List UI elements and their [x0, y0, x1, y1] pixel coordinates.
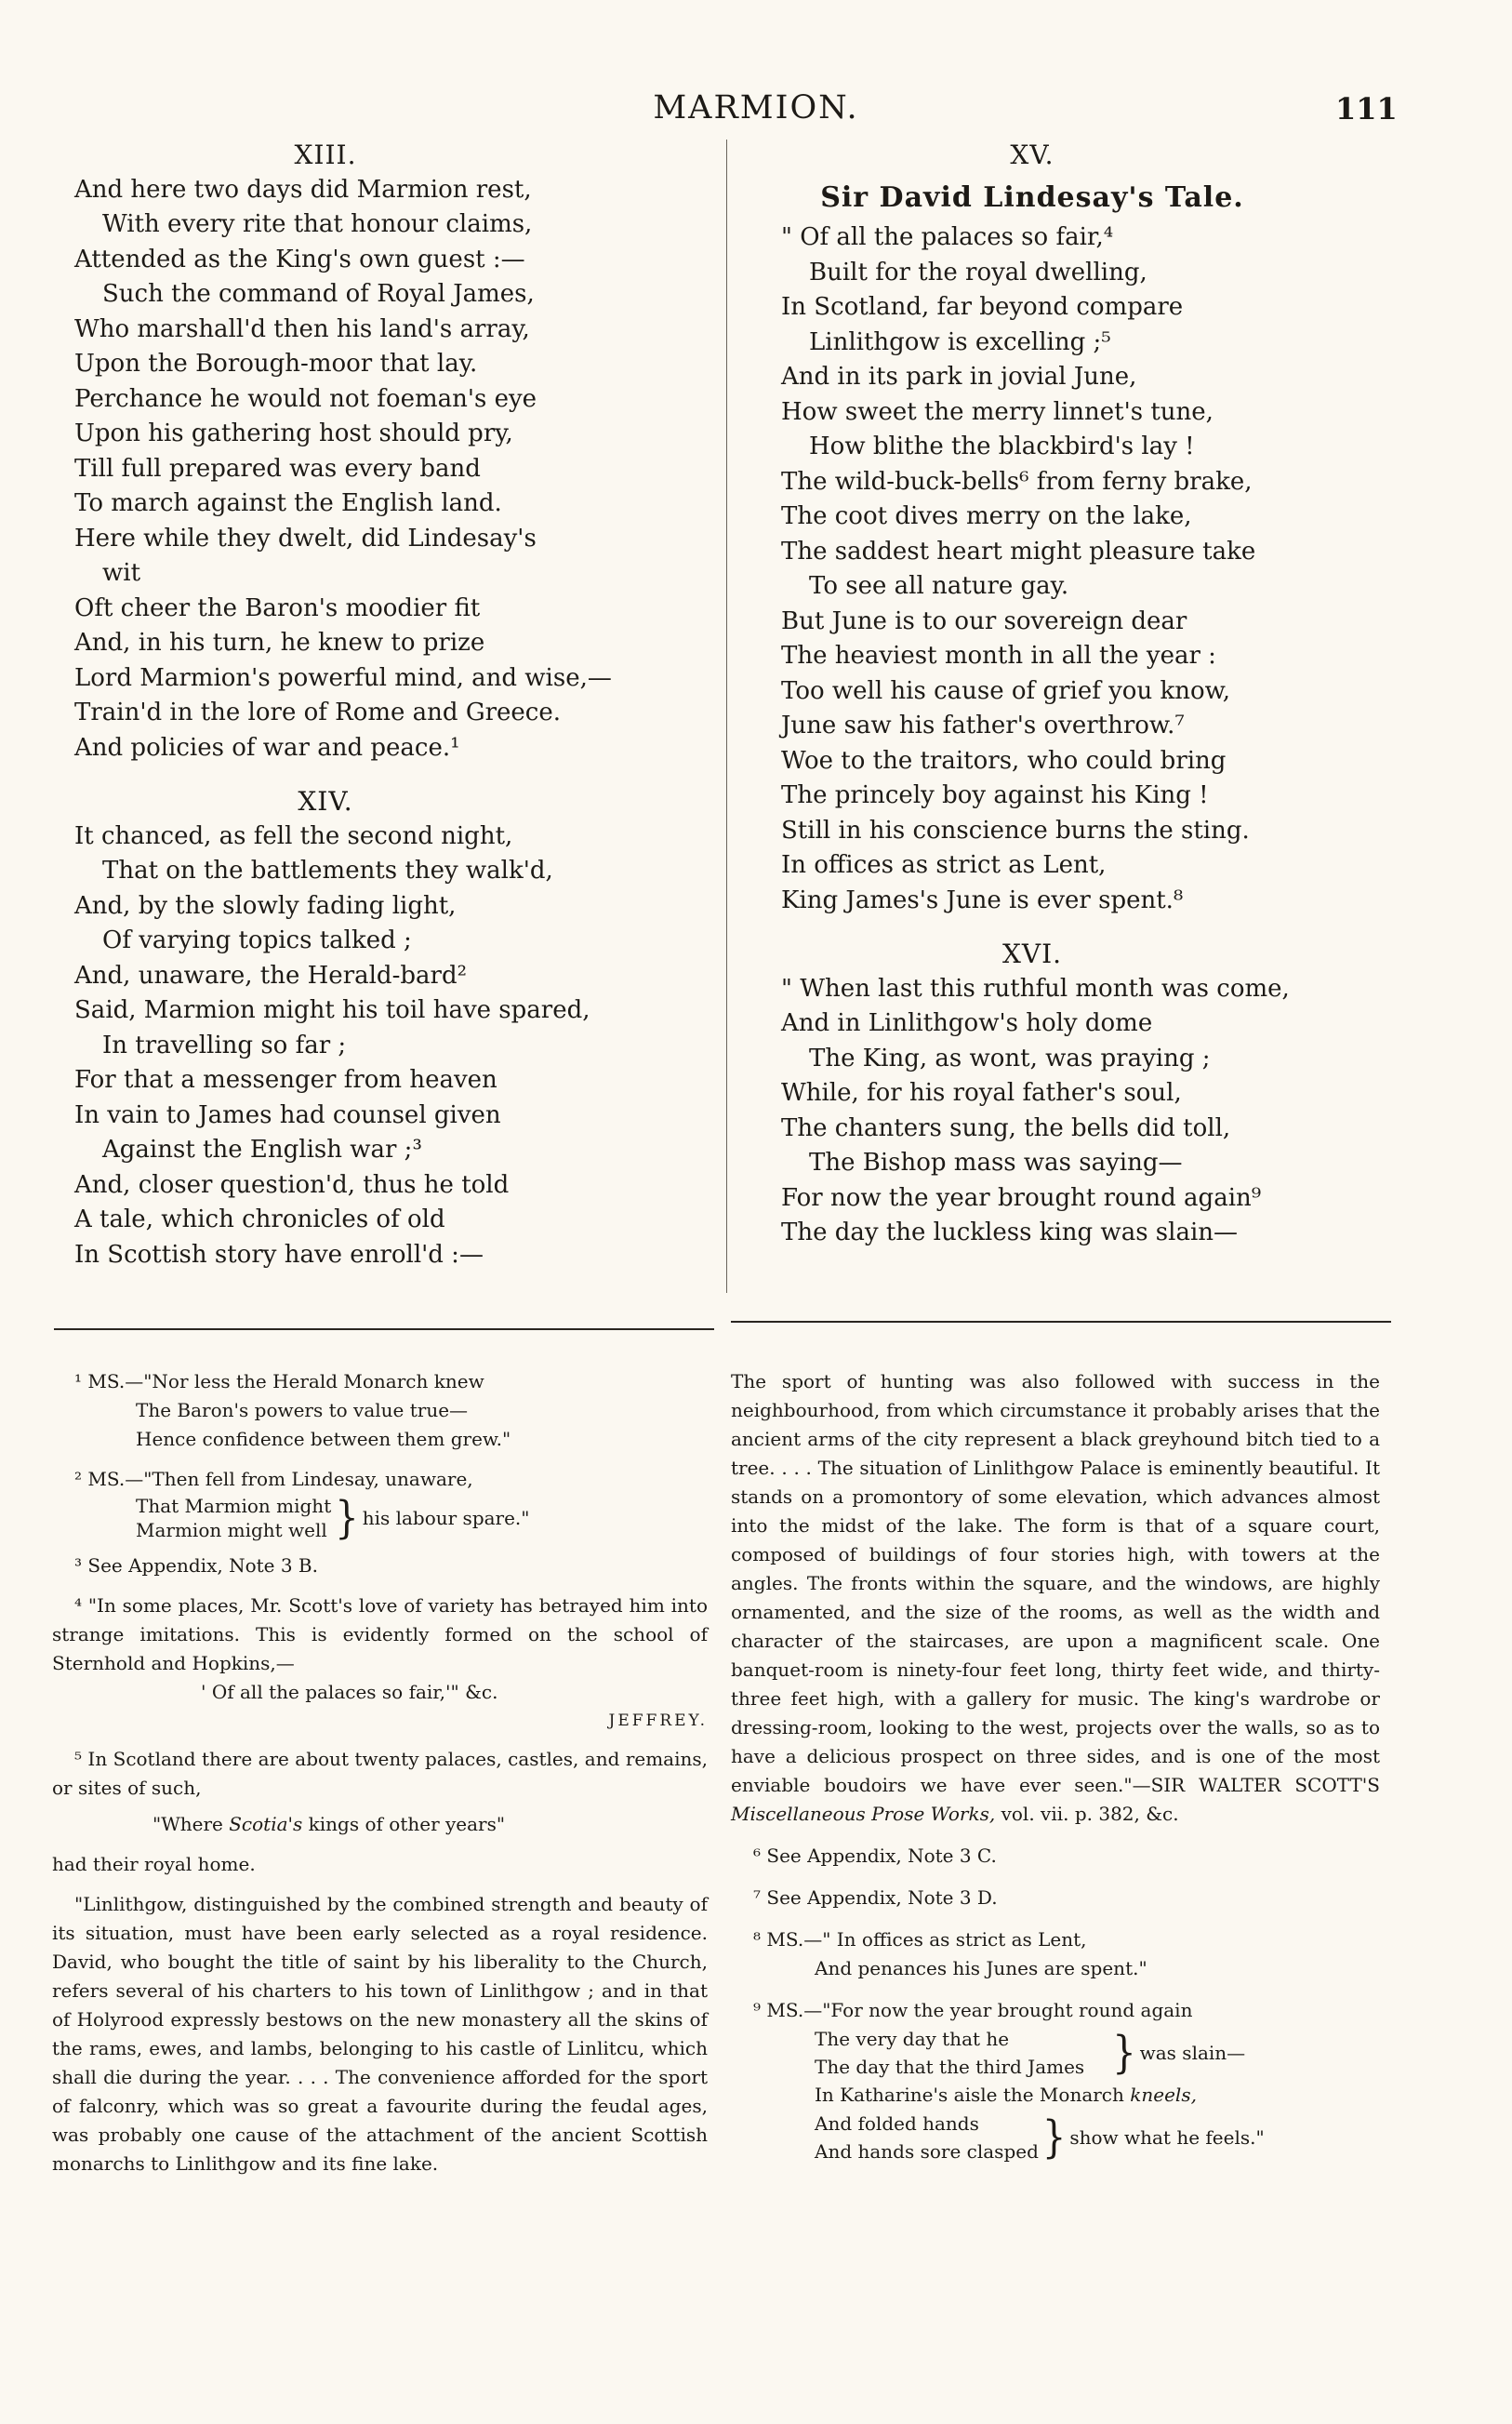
poem-line: Such the command of Royal James, — [102, 280, 535, 308]
footnote-8 — [731, 1925, 1380, 1954]
stanza-xiii-lines — [74, 173, 716, 766]
poem-line: And policies of war and peace.¹ — [74, 733, 460, 762]
poem-line: wit — [102, 559, 141, 587]
poem-line: The Bishop mass was saying— — [809, 1149, 1183, 1177]
footnote-4: ⁴ "In some places, Mr. Scott's love of variety has betrayed him into strange imitations. This is evidently formed on the school of Sternhold and Hopkins,— — [52, 1594, 708, 1674]
stanza-number-xiv: XIV. — [298, 786, 353, 817]
footnotes-right — [731, 1367, 1380, 2165]
poem-line: Against the English war ;³ — [102, 1136, 422, 1164]
poem-line: Said, Marmion might his toil have spared, — [74, 996, 590, 1024]
footnote-2-variant-b: Marmion might well — [136, 1519, 327, 1541]
footnote-4-attribution: JEFFREY. — [608, 1711, 708, 1730]
poem-line: For now the year brought round again⁹ — [781, 1183, 1262, 1212]
poem-line: The wild-buck-bells⁶ from ferny brake, — [781, 467, 1253, 496]
stanza-number-xv: XV. — [1010, 140, 1054, 170]
poem-line: " Of all the palaces so fair,⁴ — [781, 223, 1114, 251]
right-poem-column — [781, 138, 1451, 1251]
left-poem-column — [74, 138, 716, 1272]
poem-line: Upon the Borough-moor that lay. — [74, 350, 478, 378]
footnote-5-paragraph: "Linlithgow, distinguished by the combined strength and beauty of its situation, must have been early selected as a royal residence. David, who bought the title of saint by his liberality to the Church, refers several of his charters to his town of Linlithgow ; and in that of Holyrood expressly bestows on the new monastery all the skins of the rams, ewes, and lambs, belonging to his castle of Linlitcu, which shall die during the year. . . . The convenience afforded for the sport of falconry, which was so great a favourite during the feudal ages, was probably one cause of the attachment of the ancient Scottish monarchs to Linlithgow and its fine lake. — [52, 1893, 708, 2175]
poem-line: But June is to our sovereign dear — [781, 606, 1187, 635]
poem-line: Perchance he would not foeman's eye — [74, 384, 537, 413]
footnote-9-brace-group-2 — [731, 2110, 1380, 2165]
footnote-9-brace-text-1: was slain— — [1139, 2041, 1246, 2064]
footnote-1-line-b: The Baron's powers to value true— — [136, 1399, 469, 1421]
footnote-8-label: ⁸ MS.— — [753, 1928, 823, 1951]
poem-line: Woe to the traitors, who could bring — [781, 746, 1227, 775]
poem-line: In offices as strict as Lent, — [781, 851, 1107, 879]
poem-line: How sweet the merry linnet's tune, — [781, 397, 1214, 426]
footnote-8-line-b: And penances his Junes are spent." — [815, 1957, 1147, 1979]
poem-line: Too well his cause of grief you know, — [781, 676, 1231, 705]
poem-line: " When last this ruthful month was come, — [781, 974, 1290, 1003]
poem-line: It chanced, as fell the second night, — [74, 821, 513, 850]
poem-line: And in its park in jovial June, — [781, 363, 1137, 391]
poem-line: The saddest heart might pleasure take — [781, 537, 1256, 566]
footnote-5-quote — [52, 1810, 708, 1839]
footnote-9-variant-b: The day that the third James — [815, 2056, 1085, 2078]
footnote-2 — [52, 1465, 708, 1494]
brace-glyph: } — [335, 1492, 359, 1544]
poem-line: Oft cheer the Baron's moodier fit — [74, 593, 481, 622]
stanza-xv-lines — [781, 220, 1451, 918]
stanza-xvi-lines — [781, 972, 1451, 1251]
poem-line: King James's June is ever spent.⁸ — [781, 886, 1184, 914]
poem-line: Here while they dwelt, did Lindesay's — [74, 524, 537, 553]
footnote-1-line-a: "Nor less the Herald Monarch knew — [143, 1370, 484, 1392]
poem-line: And in Linlithgow's holy dome — [781, 1009, 1153, 1037]
footnote-5-after: had their royal home. — [52, 1853, 256, 1875]
footnote-2-brace-text: his labour spare." — [362, 1506, 530, 1529]
footnote-2-label: ² MS.— — [74, 1468, 144, 1490]
footnote-1-line-c: Hence confidence between them grew." — [136, 1428, 511, 1450]
poem-line: That on the battlements they walk'd, — [102, 857, 553, 885]
footnote-9-line-c-text: In Katharine's aisle the Monarch — [815, 2084, 1131, 2106]
poem-line: In Scotland, far beyond compare — [781, 293, 1184, 321]
footnote-6: ⁶ See Appendix, Note 3 C. — [753, 1845, 997, 1867]
footnote-8-line-a: " In offices as strict as Lent, — [822, 1928, 1087, 1951]
footnote-9-variant-c: And folded hands — [815, 2112, 979, 2135]
footnote-9-line-c — [731, 2081, 1380, 2110]
stanza-number-xvi: XVI. — [1001, 939, 1063, 969]
footnote-5-attribution-title: Miscellaneous Prose Works, — [731, 1803, 996, 1825]
poem-line: Till full prepared was every band — [74, 454, 481, 483]
footnote-rule-right — [731, 1321, 1391, 1323]
footnote-3: ³ See Appendix, Note 3 B. — [74, 1554, 318, 1577]
poem-line: In vain to James had counsel given — [74, 1100, 501, 1129]
poem-line: The chanters sung, the bells did toll, — [781, 1113, 1231, 1142]
footnote-9 — [731, 1996, 1380, 2025]
poem-line: In Scottish story have enroll'd :— — [74, 1240, 484, 1269]
footnote-9-brace-text-2: show what he feels." — [1069, 2125, 1265, 2149]
poem-line: In travelling so far ; — [102, 1031, 347, 1059]
poem-line: The day the luckless king was slain— — [781, 1219, 1239, 1246]
footnote-2-variant-a: That Marmion might — [136, 1495, 332, 1517]
poem-line: With every rite that honour claims, — [102, 210, 533, 238]
footnote-9-line-c-italic: kneels, — [1130, 2084, 1197, 2106]
footnote-1-label: ¹ MS.— — [74, 1370, 144, 1392]
column-divider — [726, 140, 727, 1293]
footnote-5-continued-text: The sport of hunting was also followed with success in the neighbourhood, from which circumstance it probably arises that the ancient arms of the city represent a black greyhound bitch tied to a tree. . . . The situation of Linlithgow Palace is eminently beautiful. It stands on a promontory of some elevation, which advances almost into the midst of the lake. The form is that of a square court, composed of buildings of four stories high, with towers at the angles. The fronts within the square, and the windows, are highly ornamented, and the size of the rooms, as well as the width and character of the staircases, are upon a magnificent scale. One banquet-room is ninety-four feet long, thirty feet wide, and thirty-three feet high, with a gallery for music. The king's wardrobe or dressing-room, looking to the west, projects over the walls, so as to have a delicious prospect on three sides, and is one of the most enviable boudoirs we have ever seen."— — [731, 1370, 1380, 1796]
poem-line: The heaviest month in all the year : — [781, 642, 1216, 670]
poem-line: And here two days did Marmion rest, — [74, 175, 532, 204]
footnote-9-variant-d: And hands sore clasped — [815, 2140, 1039, 2163]
poem-line: While, for his royal father's soul, — [781, 1079, 1182, 1107]
poem-line: And, by the slowly fading light, — [74, 891, 457, 920]
poem-line: Linlithgow is excelling ;⁵ — [809, 327, 1111, 356]
poem-line: To march against the English land. — [74, 489, 502, 517]
footnote-2-line-a: "Then fell from Lindesay, unaware, — [143, 1468, 473, 1490]
brace-glyph: } — [1112, 2027, 1136, 2079]
tale-title: Sir David Lindesay's Tale. — [820, 180, 1244, 214]
footnote-5-quote-a: "Where — [153, 1813, 230, 1835]
stanza-number-xiii: XIII. — [294, 140, 357, 170]
poem-line: To see all nature gay. — [809, 572, 1069, 600]
stanza-xiv-lines — [74, 819, 716, 1273]
page-number: 111 — [1335, 91, 1398, 127]
footnote-5-quote-italic: Scotia's — [229, 1813, 303, 1835]
poem-line: Upon his gathering host should pry, — [74, 420, 513, 447]
footnote-9-label: ⁹ MS.— — [753, 1999, 823, 2021]
poem-line: Of varying topics talked ; — [102, 926, 412, 954]
poem-line: How blithe the blackbird's lay ! — [809, 433, 1195, 460]
footnote-5: ⁵ In Scotland there are about twenty palaces, castles, and remains, or sites of such, — [52, 1748, 708, 1799]
poem-line: Who marshall'd then his land's array, — [74, 314, 530, 343]
footnote-7: ⁷ See Appendix, Note 3 D. — [753, 1886, 998, 1909]
footnote-5-attribution: SIR WALTER SCOTT'S — [1150, 1774, 1380, 1796]
running-title: MARMION. — [653, 89, 859, 127]
footnote-5-attribution-end: vol. vii. p. 382, &c. — [995, 1803, 1179, 1825]
poem-line: The King, as wont, was praying ; — [809, 1044, 1211, 1072]
poem-line: The princely boy against his King ! — [781, 781, 1209, 809]
footnote-5-continued — [731, 1367, 1380, 1829]
poem-line: A tale, which chronicles of old — [74, 1205, 445, 1233]
footnote-9-brace-group-1 — [731, 2025, 1380, 2081]
poem-line: And, closer question'd, thus he told — [74, 1170, 510, 1199]
brace-glyph: } — [1041, 2111, 1067, 2164]
poem-line: And, unaware, the Herald-bard² — [74, 961, 468, 990]
poem-line: Attended as the King's own guest :— — [74, 245, 525, 273]
footnote-5-quote-b: kings of other years" — [302, 1813, 506, 1835]
poem-line: For that a messenger from heaven — [74, 1066, 497, 1094]
footnote-2-brace-group — [52, 1494, 708, 1542]
poem-line: The coot dives merry on the lake, — [781, 502, 1192, 530]
poem-line: And, in his turn, he knew to prize — [74, 629, 485, 657]
footnote-9-line-a: "For now the year brought round again — [822, 1999, 1193, 2021]
poem-line: Train'd in the lore of Rome and Greece. — [74, 699, 562, 726]
poem-line: Lord Marmion's powerful mind, and wise,— — [74, 663, 612, 692]
footnotes-left — [52, 1367, 708, 2178]
poem-line: June saw his father's overthrow.⁷ — [781, 712, 1185, 739]
footnote-4-quote: ' Of all the palaces so fair,'" &c. — [201, 1681, 498, 1703]
footnote-9-variant-a: The very day that he — [815, 2028, 1010, 2050]
footnote-1 — [52, 1367, 708, 1396]
footnote-rule-left — [54, 1328, 714, 1330]
poem-line: Still in his conscience burns the sting. — [781, 816, 1250, 845]
poem-line: Built for the royal dwelling, — [809, 258, 1147, 286]
